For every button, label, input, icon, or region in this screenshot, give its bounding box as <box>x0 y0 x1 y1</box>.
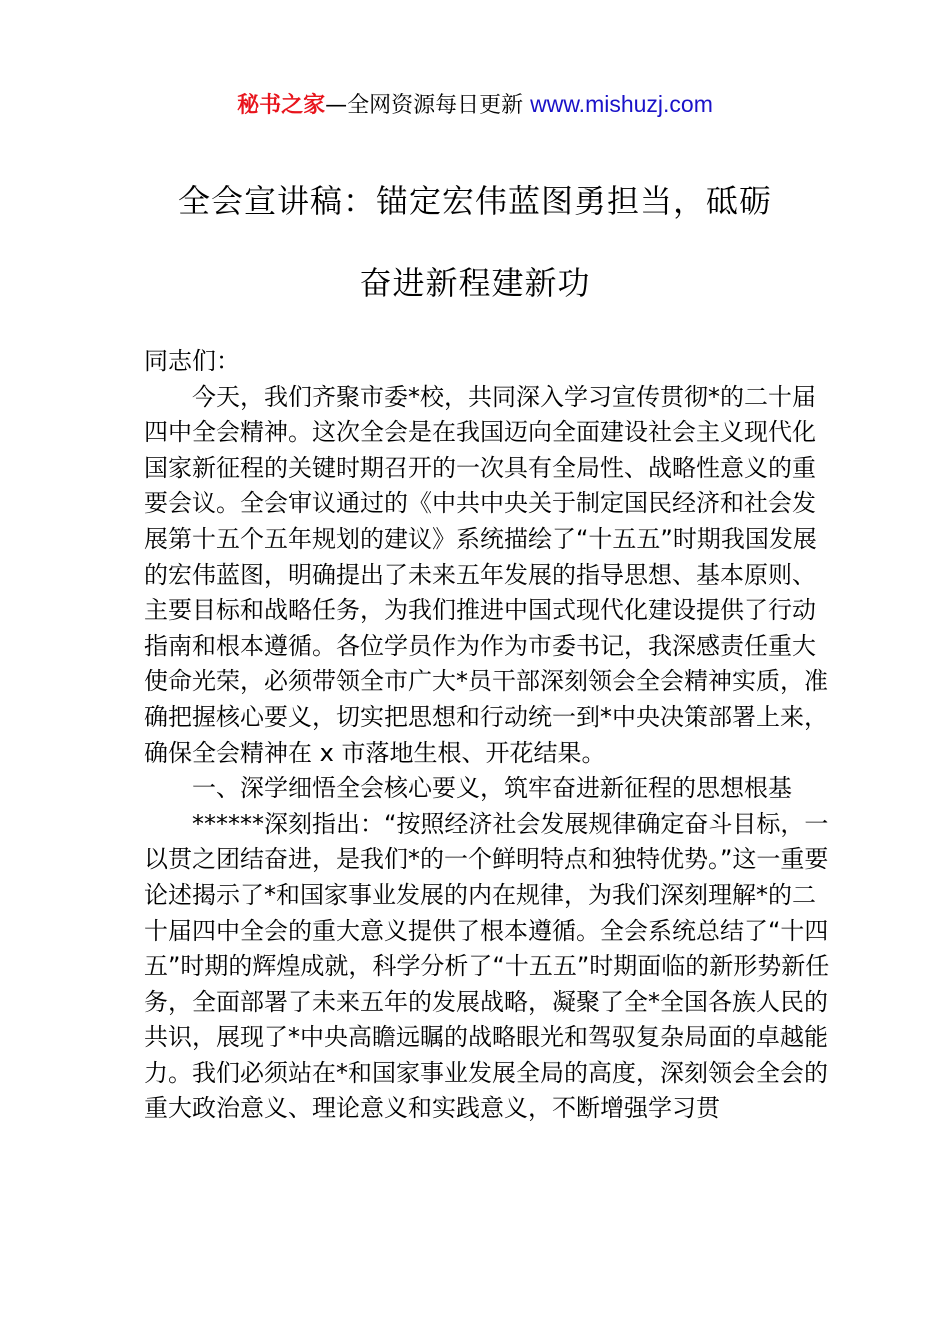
brand-name: 秘书之家 <box>237 93 326 118</box>
paragraph-section-1: ******深刻指出：“按照经济社会发展规律确定奋斗目标，一以贯之团结奋进，是我们*的一个鲜明特点和独特优势。”这一重要论述揭示了*和国家事业发展的内在规律，为我们深刻理解*的二十届四中全会的重大意义提供了根本遵循。全会系统总结了“十四五”时期的辉煌成就，科学分析了“十五五”时期面临的新形势新任务，全面部署了未来五年的发展战略，凝聚了全*全国各族人民的共识，展现了*中央高瞻远瞩的战略眼光和驾驭复杂局面的卓越能力。我们必须站在*和国家事业发展全局的高度，深刻领会全会的重大政治意义、理论意义和实践意义，不断增强学习贯 <box>144 809 830 1123</box>
header-tagline: —全网资源每日更新 <box>325 93 524 118</box>
greeting: 同志们： <box>144 347 240 375</box>
site-url-link[interactable]: www.mishuzj.com <box>530 91 713 117</box>
title-line-1: 全会宣讲稿：锚定宏伟蓝图勇担当，砥砺 <box>177 182 772 220</box>
document-body <box>144 344 834 1127</box>
site-header <box>0 86 950 124</box>
title-line-2: 奋进新程建新功 <box>359 264 591 302</box>
paragraph-intro: 今天，我们齐聚市委*校，共同深入学习宣传贯彻*的二十届四中全会精神。这次全会是在我国迈向全面建设社会主义现代化国家新征程的关键时期召开的一次具有全局性、战略性意义的重要会议。全会审议通过的《中共中央关于制定国民经济和社会发展第十五个五年规划的建议》系统描绘了“十五五”时期我国发展的宏伟蓝图，明确提出了未来五年发展的指导思想、基本原则、主要目标和战略任务，为我们推进中国式现代化建设提供了行动指南和根本遵循。各位学员作为作为市委书记，我深感责任重大使命光荣，必须带领全市广大*员干部深刻领会全会精神实质，准确把握核心要义，切实把思想和行动统一到*中央决策部署上来，确保全会精神在 x 市落地生根、开花结果。 <box>144 382 828 767</box>
section-heading-1: 一、深学细悟全会核心要义，筑牢奋进新征程的思想根基 <box>192 774 792 803</box>
document-title <box>100 160 850 324</box>
